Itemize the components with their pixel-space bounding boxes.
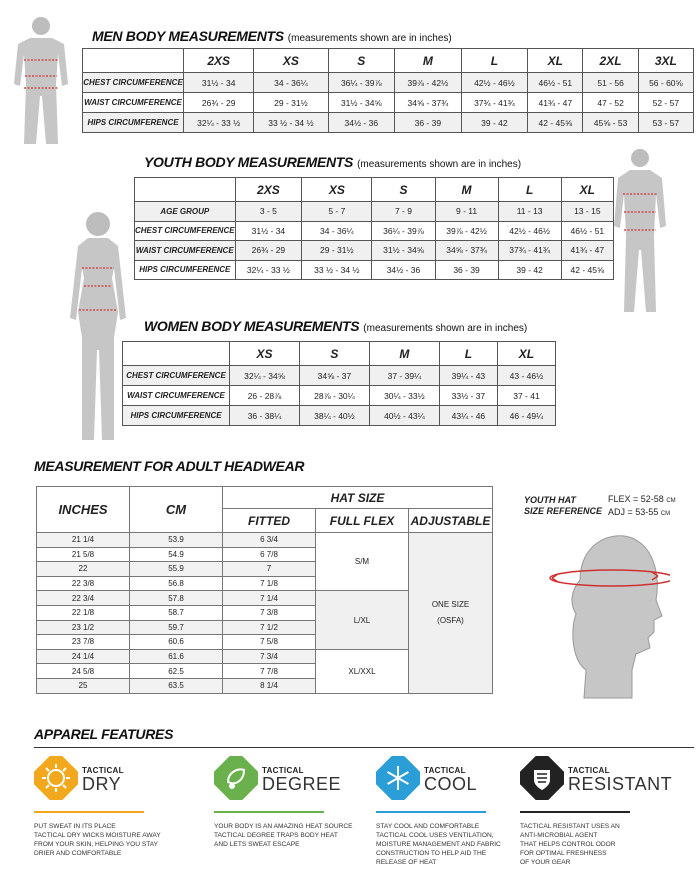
header-blank xyxy=(83,49,184,73)
feature-line: AND LETS SWEAT ESCAPE xyxy=(214,841,300,848)
cell-value: 56 - 60⅝ xyxy=(638,73,693,93)
feature-line: TACTICAL RESISTANT USES AN xyxy=(520,823,620,830)
shield-icon xyxy=(520,756,564,805)
feature-underline xyxy=(520,811,630,813)
cm-cell: 60.6 xyxy=(130,635,223,650)
row-label: HIPS CIRCUMFERENCE xyxy=(83,113,184,133)
cell-value: 34½ - 36 xyxy=(372,260,435,280)
cm-cell: 58.7 xyxy=(130,605,223,620)
cell-value: 32¼ - 33 ½ xyxy=(235,260,302,280)
feature-line: CONSTRUCTION TO HELP AID THE xyxy=(376,850,487,857)
feature-line: DRIER AND COMFORTABLE xyxy=(34,850,122,857)
col-full-flex: FULL FLEX xyxy=(316,509,409,533)
cm-cell: 61.6 xyxy=(130,649,223,664)
size-header: M xyxy=(369,342,439,366)
cell-value: 39⅞ - 42½ xyxy=(435,221,498,241)
size-header: L xyxy=(461,49,528,73)
cell-value: 31½ - 34⅝ xyxy=(372,241,435,261)
cm-cell: 59.7 xyxy=(130,620,223,635)
size-header: XL xyxy=(561,178,613,202)
cell-value: 42 - 45⅝ xyxy=(528,113,583,133)
cell-value: 32¼ - 34⅝ xyxy=(230,366,300,386)
row-label: HIPS CIRCUMFERENCE xyxy=(123,406,230,426)
row-label: CHEST CIRCUMFERENCE xyxy=(123,366,230,386)
cell-value: 36 - 39 xyxy=(435,260,498,280)
feature-brand: TACTICAL xyxy=(82,766,124,775)
fitted-cell: 7 1/4 xyxy=(223,591,316,606)
header-blank xyxy=(123,342,230,366)
cell-value: 36¼ - 39⅞ xyxy=(328,73,395,93)
cell-value: 39 - 42 xyxy=(461,113,528,133)
cell-value: 39¼ - 43 xyxy=(439,366,497,386)
row-label: CHEST CIRCUMFERENCE xyxy=(83,73,184,93)
row-label: HIPS CIRCUMFERENCE xyxy=(135,260,236,280)
inches-cell: 23 1/2 xyxy=(37,620,130,635)
fitted-cell: 7 5/8 xyxy=(223,635,316,650)
cell-value: 37¾ - 41¾ xyxy=(461,93,528,113)
cell-value: 26¾ - 29 xyxy=(235,241,302,261)
cell-value: 33 ½ - 34 ½ xyxy=(302,260,372,280)
feature-underline xyxy=(376,811,486,813)
size-header: XS xyxy=(254,49,328,73)
cell-value: 39 - 42 xyxy=(498,260,561,280)
feature-description xyxy=(376,822,536,867)
headwear-title: MEASUREMENT FOR ADULT HEADWEAR xyxy=(34,458,305,474)
cell-value: 42½ - 46½ xyxy=(498,221,561,241)
thermo-leaf-icon xyxy=(214,756,258,805)
youth-figure xyxy=(608,146,668,316)
cell-value: 33 ½ - 34 ½ xyxy=(254,113,328,133)
cell-value: 31½ - 34 xyxy=(235,221,302,241)
feature-line: YOUR BODY IS AN AMAZING HEAT SOURCE xyxy=(214,823,353,830)
cell-value: 46 - 49¼ xyxy=(497,406,555,426)
feature-line: RELEASE OF HEAT xyxy=(376,859,437,866)
size-header: XS xyxy=(302,178,372,202)
inches-cell: 22 xyxy=(37,562,130,577)
cell-value: 41¾ - 47 xyxy=(528,93,583,113)
women-title: WOMEN BODY MEASUREMENTS (measurements shown are in inches) xyxy=(144,318,528,334)
feature-line: TACTICAL DEGREE TRAPS BODY HEAT xyxy=(214,832,338,839)
size-header: S xyxy=(372,178,435,202)
cell-value: 37¾ - 41¾ xyxy=(498,241,561,261)
fitted-cell: 7 1/8 xyxy=(223,576,316,591)
youth-table xyxy=(134,177,614,280)
cell-value: 11 - 13 xyxy=(498,202,561,222)
col-adjustable: ADJUSTABLE xyxy=(409,509,493,533)
row-label: CHEST CIRCUMFERENCE xyxy=(135,221,236,241)
cell-value: 43¼ - 46 xyxy=(439,406,497,426)
feature-underline xyxy=(214,811,324,813)
size-header: XS xyxy=(230,342,300,366)
size-header: XL xyxy=(528,49,583,73)
fitted-cell: 7 1/2 xyxy=(223,620,316,635)
feature-description xyxy=(214,822,374,849)
feature-line: PUT SWEAT IN ITS PLACE xyxy=(34,823,116,830)
cell-value: 5 - 7 xyxy=(302,202,372,222)
cell-value: 39⅞ - 42½ xyxy=(395,73,462,93)
feature-description xyxy=(520,822,680,867)
feature-name: DRY xyxy=(82,774,122,794)
inches-cell: 22 3/8 xyxy=(37,576,130,591)
cell-value: 28⅞ - 30¼ xyxy=(299,386,369,406)
feature-brand: TACTICAL xyxy=(568,766,610,775)
size-header: S xyxy=(328,49,395,73)
youth-title: YOUTH BODY MEASUREMENTS (measurements shown are in inches) xyxy=(144,154,522,170)
feature-line: THAT HELPS CONTROL ODOR xyxy=(520,841,616,848)
table-row xyxy=(83,73,694,93)
table-row xyxy=(123,386,556,406)
cell-value: 41¾ - 47 xyxy=(561,241,613,261)
youth-hat-label: YOUTH HAT SIZE REFERENCE xyxy=(524,495,603,516)
snowflake-icon xyxy=(376,756,420,805)
cm-cell: 63.5 xyxy=(130,678,223,693)
fitted-cell: 7 xyxy=(223,562,316,577)
table-row xyxy=(83,113,694,133)
size-header: L xyxy=(498,178,561,202)
row-label: WAIST CIRCUMFERENCE xyxy=(83,93,184,113)
cell-value: 34½ - 36 xyxy=(328,113,395,133)
feature-line: TACTICAL DRY WICKS MOISTURE AWAY xyxy=(34,832,161,839)
sun-icon xyxy=(34,756,78,805)
cell-value: 38¼ - 40½ xyxy=(299,406,369,426)
inches-cell: 23 7/8 xyxy=(37,635,130,650)
table-row xyxy=(37,533,493,548)
cell-value: 33½ - 37 xyxy=(439,386,497,406)
table-row xyxy=(135,241,614,261)
cm-cell: 57.8 xyxy=(130,591,223,606)
cell-value: 45⅝ - 53 xyxy=(583,113,638,133)
feature-line: STAY COOL AND COMFORTABLE xyxy=(376,823,480,830)
feature-line: MOISTURE MANAGEMENT AND FABRIC xyxy=(376,841,501,848)
inches-cell: 24 1/4 xyxy=(37,649,130,664)
cm-cell: 62.5 xyxy=(130,664,223,679)
feature-line: FOR OPTIMAL FRESHNESS xyxy=(520,850,607,857)
cell-value: 52 - 57 xyxy=(638,93,693,113)
cell-value: 53 - 57 xyxy=(638,113,693,133)
table-row xyxy=(135,202,614,222)
size-header: M xyxy=(435,178,498,202)
row-label: WAIST CIRCUMFERENCE xyxy=(135,241,236,261)
cell-value: 34⅝ - 37 xyxy=(299,366,369,386)
fitted-cell: 6 7/8 xyxy=(223,547,316,562)
header-blank xyxy=(135,178,236,202)
head-figure xyxy=(540,520,670,700)
feature-brand: TACTICAL xyxy=(262,766,304,775)
row-label: WAIST CIRCUMFERENCE xyxy=(123,386,230,406)
adjustable-line1: ONE SIZE xyxy=(431,599,470,609)
cell-value: 36 - 38¼ xyxy=(230,406,300,426)
youth-hat-values: FLEX = 52-58 CM ADJ = 53-55 CM xyxy=(608,494,676,517)
inches-cell: 21 1/4 xyxy=(37,533,130,548)
cell-value: 42½ - 46½ xyxy=(461,73,528,93)
cell-value: 13 - 15 xyxy=(561,202,613,222)
cell-value: 47 - 52 xyxy=(583,93,638,113)
feature-brand: TACTICAL xyxy=(424,766,466,775)
size-header: L xyxy=(439,342,497,366)
size-header: 2XS xyxy=(184,49,254,73)
men-figure xyxy=(6,14,76,144)
size-header: 2XS xyxy=(235,178,302,202)
features-rule xyxy=(34,747,694,748)
cell-value: 31½ - 34 xyxy=(184,73,254,93)
size-header: 3XL xyxy=(638,49,693,73)
inches-cell: 24 5/8 xyxy=(37,664,130,679)
hat-size-header: HAT SIZE xyxy=(223,487,493,509)
col-cm: CM xyxy=(130,487,223,533)
cell-value: 32¼ - 33 ½ xyxy=(184,113,254,133)
cell-value: 34⅝ - 37¾ xyxy=(395,93,462,113)
table-row xyxy=(123,366,556,386)
feature-line: ANTI-MICROBIAL AGENT xyxy=(520,832,598,839)
cell-value: 7 - 9 xyxy=(372,202,435,222)
adjustable-line2: (OSFA) xyxy=(437,615,464,625)
flex-group-cell: L/XL xyxy=(316,591,409,649)
cm-cell: 55.9 xyxy=(130,562,223,577)
table-row xyxy=(135,260,614,280)
fitted-cell: 7 7/8 xyxy=(223,664,316,679)
cell-value: 34 - 36¼ xyxy=(254,73,328,93)
cell-value: 43 - 46½ xyxy=(497,366,555,386)
feature-line: FROM YOUR SKIN, HELPING YOU STAY xyxy=(34,841,159,848)
women-table xyxy=(122,341,556,426)
feature-line: OF YOUR GEAR xyxy=(520,859,571,866)
feature-underline xyxy=(34,811,144,813)
cell-value: 42 - 45⅝ xyxy=(561,260,613,280)
adjustable-cell xyxy=(409,533,493,694)
flex-group-cell: XL/XXL xyxy=(316,649,409,693)
cell-value: 37 - 39¼ xyxy=(369,366,439,386)
row-label: AGE GROUP xyxy=(135,202,236,222)
cm-cell: 54.9 xyxy=(130,547,223,562)
cm-cell: 56.8 xyxy=(130,576,223,591)
cell-value: 31½ - 34⅝ xyxy=(328,93,395,113)
cell-value: 26¾ - 29 xyxy=(184,93,254,113)
size-header: XL xyxy=(497,342,555,366)
men-title: MEN BODY MEASUREMENTS (measurements shown are in inches) xyxy=(92,28,452,44)
col-inches: INCHES xyxy=(37,487,130,533)
cell-value: 30¼ - 33½ xyxy=(369,386,439,406)
fitted-cell: 8 1/4 xyxy=(223,678,316,693)
cell-value: 29 - 31½ xyxy=(302,241,372,261)
cell-value: 34⅝ - 37¾ xyxy=(435,241,498,261)
cell-value: 36 - 39 xyxy=(395,113,462,133)
table-row xyxy=(83,93,694,113)
feature-name: RESISTANT xyxy=(568,774,673,794)
fitted-cell: 6 3/4 xyxy=(223,533,316,548)
cell-value: 46½ - 51 xyxy=(528,73,583,93)
inches-cell: 25 xyxy=(37,678,130,693)
table-row xyxy=(135,221,614,241)
size-header: M xyxy=(395,49,462,73)
cell-value: 51 - 56 xyxy=(583,73,638,93)
inches-cell: 21 5/8 xyxy=(37,547,130,562)
cell-value: 46½ - 51 xyxy=(561,221,613,241)
col-fitted: FITTED xyxy=(223,509,316,533)
cell-value: 37 - 41 xyxy=(497,386,555,406)
feature-name: DEGREE xyxy=(262,774,342,794)
table-row xyxy=(123,406,556,426)
headwear-table xyxy=(36,486,493,694)
cell-value: 40½ - 43¼ xyxy=(369,406,439,426)
features-title: APPAREL FEATURES xyxy=(34,726,174,742)
cell-value: 29 - 31½ xyxy=(254,93,328,113)
flex-group-cell: S/M xyxy=(316,533,409,591)
inches-cell: 22 1/8 xyxy=(37,605,130,620)
men-table xyxy=(82,48,694,133)
feature-name: COOL xyxy=(424,774,478,794)
inches-cell: 22 3/4 xyxy=(37,591,130,606)
cell-value: 9 - 11 xyxy=(435,202,498,222)
cell-value: 3 - 5 xyxy=(235,202,302,222)
fitted-cell: 7 3/8 xyxy=(223,605,316,620)
size-header: S xyxy=(299,342,369,366)
feature-description xyxy=(34,822,194,858)
cell-value: 34 - 36¼ xyxy=(302,221,372,241)
cm-cell: 53.9 xyxy=(130,533,223,548)
cell-value: 26 - 28⅞ xyxy=(230,386,300,406)
fitted-cell: 7 3/4 xyxy=(223,649,316,664)
size-header: 2XL xyxy=(583,49,638,73)
feature-line: TACTICAL COOL USES VENTILATION, xyxy=(376,832,494,839)
cell-value: 36¼ - 39⅞ xyxy=(372,221,435,241)
